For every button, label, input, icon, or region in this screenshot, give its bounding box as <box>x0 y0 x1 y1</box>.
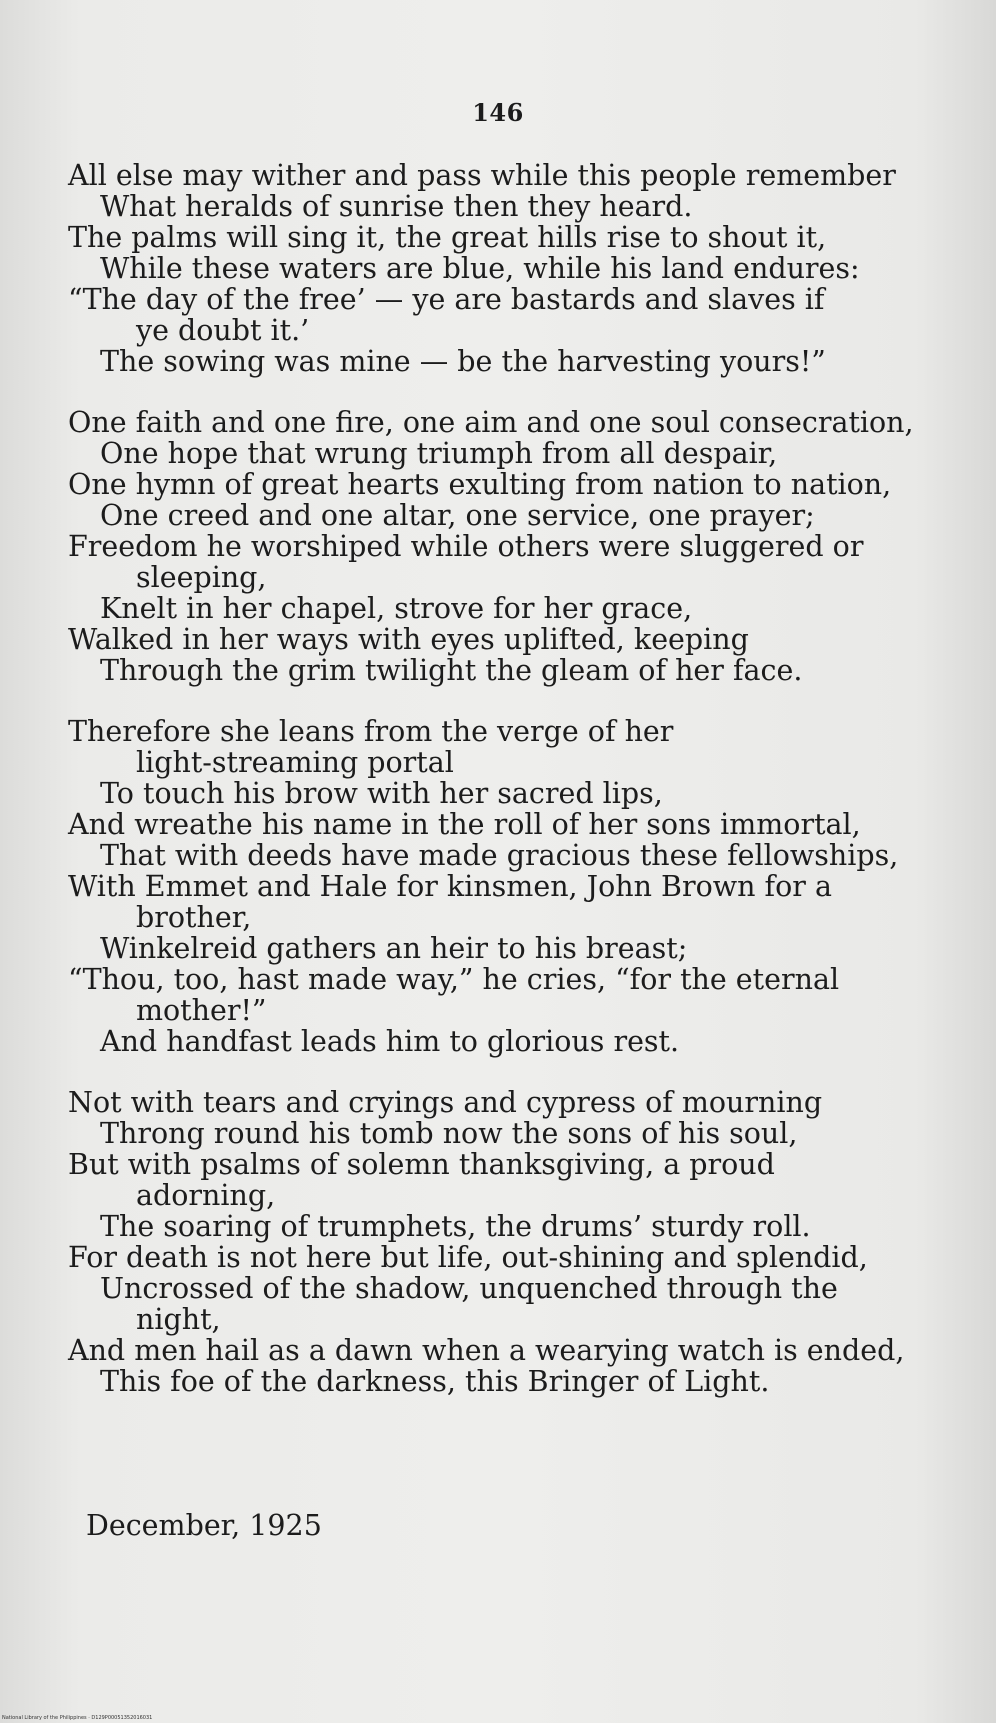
poem-line: One hope that wrung triumph from all despair, <box>100 437 778 470</box>
poem-line: One faith and one fire, one aim and one soul consecration, <box>68 406 914 439</box>
poem-line: One creed and one altar, one service, one prayer; <box>100 499 815 532</box>
poem-line: Walked in her ways with eyes uplifted, keeping <box>68 623 749 656</box>
poem-line: brother, <box>136 901 252 934</box>
poem-line: And wreathe his name in the roll of her sons immortal, <box>68 808 861 841</box>
poem-line: But with psalms of solemn thanksgiving, a proud <box>68 1148 775 1181</box>
poem-line: Freedom he worshiped while others were sluggered or <box>68 530 864 563</box>
poem-line: Uncrossed of the shadow, unquenched through the <box>100 1272 838 1305</box>
page-number: 146 <box>472 98 524 127</box>
poem-line: The soaring of trumphets, the drums’ sturdy roll. <box>100 1210 811 1243</box>
poem-line: To touch his brow with her sacred lips, <box>100 777 663 810</box>
poem-line: For death is not here but life, out-shining and splendid, <box>68 1241 868 1274</box>
poem-line: The palms will sing it, the great hills rise to shout it, <box>68 221 827 254</box>
poem-body <box>68 160 928 1427</box>
poem-line: sleeping, <box>136 561 267 594</box>
poem-line: “Thou, too, hast made way,” he cries, “for the eternal <box>68 963 840 996</box>
poem-line: Winkelreid gathers an heir to his breast; <box>100 932 688 965</box>
poem-line: Therefore she leans from the verge of her <box>68 715 674 748</box>
poem-line: Through the grim twilight the gleam of her face. <box>100 654 803 687</box>
poem-line: That with deeds have made gracious these fellowships, <box>100 839 899 872</box>
poem-line: One hymn of great hearts exulting from nation to nation, <box>68 468 892 501</box>
poem-line: The sowing was mine — be the harvesting yours!” <box>100 345 826 378</box>
scan-footer: National Library of the Philippines · D129P00051352016031 <box>2 1715 153 1721</box>
stanza <box>68 716 928 1057</box>
poem-line: “The day of the free’ — ye are bastards and slaves if <box>68 283 825 316</box>
poem-line: And men hail as a dawn when a wearying watch is ended, <box>68 1334 905 1367</box>
stanza <box>68 1087 928 1397</box>
poem-line: All else may wither and pass while this people remember <box>68 159 896 192</box>
poem-line: mother!” <box>136 994 267 1027</box>
poem-line: This foe of the darkness, this Bringer of Light. <box>100 1365 770 1398</box>
poem-line: Not with tears and cryings and cypress of mourning <box>68 1086 823 1119</box>
poem-line: With Emmet and Hale for kinsmen, John Brown for a <box>68 870 832 903</box>
poem-line: adorning, <box>136 1179 276 1212</box>
stanza <box>68 407 928 686</box>
poem-line: Knelt in her chapel, strove for her grace, <box>100 592 693 625</box>
poem-line: What heralds of sunrise then they heard. <box>100 190 693 223</box>
poem-line: ye doubt it.’ <box>136 314 310 347</box>
stanza <box>68 160 928 377</box>
poem-line: While these waters are blue, while his land endures: <box>100 252 860 285</box>
poem-line: light-streaming portal <box>136 746 454 779</box>
poem-line: And handfast leads him to glorious rest. <box>100 1025 680 1058</box>
poem-line: Throng round his tomb now the sons of his soul, <box>100 1117 798 1150</box>
poem-line: night, <box>136 1303 221 1336</box>
poem-date: December, 1925 <box>86 1509 322 1542</box>
